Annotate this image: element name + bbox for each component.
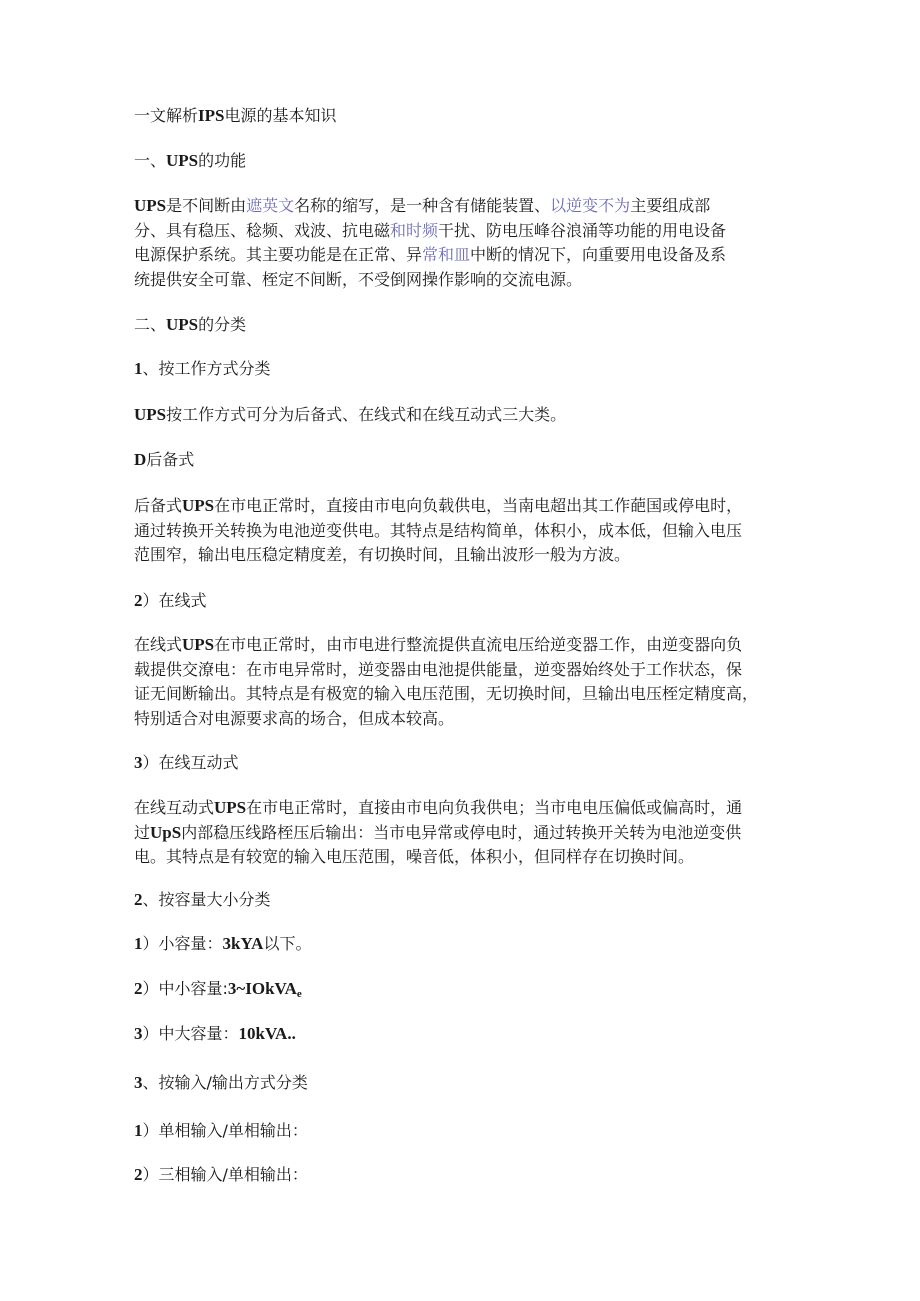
type-3-heading xyxy=(134,752,239,774)
subsection-text: 、按输入/输出方式分类 xyxy=(142,1073,308,1092)
paragraph-line: 范围窄，输出电压稳定精度差，有切换时间，且输出波形一般为方波。 xyxy=(134,545,631,564)
text-run: 过 xyxy=(134,822,151,842)
type-text: ）在线式 xyxy=(142,591,207,610)
ups-term: UPS xyxy=(134,405,167,424)
type-number: 2 xyxy=(134,591,143,610)
term-link[interactable]: 以逆变不为 xyxy=(550,196,631,215)
text-run: 是不间断由 xyxy=(166,196,247,215)
ups-term: UPS xyxy=(182,635,215,654)
paragraph-line xyxy=(134,796,784,821)
type-text: ）在线互动式 xyxy=(142,753,239,772)
text-run: 在市电正常时，直接由市电向负我供电；当市电电压偏低或偏高时，通 xyxy=(246,798,743,817)
type-2-paragraph xyxy=(134,633,784,731)
ups-term: UpS xyxy=(150,822,182,842)
paragraph-line: 统提供安全可靠、桎定不间断，不受倒网操作影响的交流电源。 xyxy=(134,269,583,289)
paragraph-line xyxy=(134,194,784,219)
io-item-three-single xyxy=(134,1164,308,1186)
doc-title-ips: IPS xyxy=(198,106,225,125)
section-1-text: 的功能 xyxy=(198,151,247,170)
paragraph-line: 特别适合对电源要求高的场合，但成本较高。 xyxy=(134,708,455,728)
item-number: 2 xyxy=(134,979,143,998)
section-1-ups: UPS xyxy=(166,151,199,170)
text-run: 在线式 xyxy=(134,635,183,654)
type-number: 3 xyxy=(134,753,143,772)
text-run: 主要组成部 xyxy=(630,196,711,215)
item-label: ）三相输入/单相输出： xyxy=(142,1165,308,1184)
paragraph-line: 电。其特点是有较宽的输入电压范围，噪音低，体积小，但同样存在切换时间。 xyxy=(134,847,695,866)
term-link[interactable]: 和时频 xyxy=(390,220,439,240)
section-1-number: 一、 xyxy=(134,151,167,170)
item-label: ）单相输入/单相输出： xyxy=(142,1121,308,1140)
subsection-1-intro xyxy=(134,404,566,426)
type-1-paragraph xyxy=(134,494,784,568)
ups-term: UPS xyxy=(182,496,215,515)
text-run: 在线互动式 xyxy=(134,798,215,817)
section-1-paragraph xyxy=(134,194,784,292)
ups-term: UPS xyxy=(214,798,247,817)
io-item-single-single xyxy=(134,1120,308,1142)
subsection-number: 3 xyxy=(134,1073,143,1092)
type-text: 后备式 xyxy=(146,450,195,469)
doc-title-suffix: 电源的基本知识 xyxy=(224,106,337,125)
text-run: 在市电正常时，由市电进行整流提供直流电压给逆变器工作，由逆变器向负 xyxy=(214,635,743,654)
type-1-heading xyxy=(134,449,194,471)
section-2-heading xyxy=(134,314,246,336)
item-number: 1 xyxy=(134,1121,143,1140)
subsection-number: 1 xyxy=(134,359,143,378)
paragraph-line xyxy=(134,821,784,846)
paragraph-line xyxy=(134,219,784,244)
paragraph-line: 通过转换开关转换为电池逆变供电。其特点是结构简单，体积小，成本低，但输入电压 xyxy=(134,520,743,540)
section-2-number: 二、 xyxy=(134,315,167,334)
type-2-heading xyxy=(134,590,207,612)
item-number: 1 xyxy=(134,934,143,953)
subsection-text: 、按容量大小分类 xyxy=(142,890,271,909)
paragraph-line: 证无间断输出。其特点是有极宽的输入电压范围，无切换时间，旦输出电压桎定精度高， xyxy=(134,684,759,703)
text-run: 干扰、防电压峰谷浪涌等功能的用电设备 xyxy=(438,220,727,240)
capacity-item-medium-large xyxy=(134,1023,296,1045)
subsection-1-heading xyxy=(134,358,271,380)
term-link[interactable]: 遮英文 xyxy=(246,196,295,215)
item-label: ）中大容量： xyxy=(142,1024,239,1043)
text-run: 按工作方式可分为后备式、在线式和在线互动式三大类。 xyxy=(166,405,567,424)
item-number: 3 xyxy=(134,1024,143,1043)
paragraph-line xyxy=(134,494,784,519)
text-run: 在市电正常时，直接由市电向负载供电，当南电超出其工作葩国或停电时， xyxy=(214,496,743,515)
text-run: 电源保护系统。其主要功能是在正常、异 xyxy=(134,245,423,264)
item-value: 10kVA.. xyxy=(238,1024,296,1043)
item-value: 3~IOkVA xyxy=(227,979,297,998)
text-run: 中断的情况下，向重要用电设备及系 xyxy=(470,245,727,264)
type-3-paragraph xyxy=(134,796,784,870)
capacity-item-medium-small xyxy=(134,978,302,1005)
item-value: 3kYA xyxy=(222,934,264,953)
subsection-2-heading xyxy=(134,889,271,911)
capacity-item-small xyxy=(134,933,311,955)
doc-title xyxy=(134,105,337,127)
section-1-heading xyxy=(134,150,246,172)
paragraph-line xyxy=(134,243,784,268)
paragraph-line xyxy=(134,633,784,658)
section-2-text: 的分类 xyxy=(198,315,247,334)
item-suffix: 以下。 xyxy=(263,934,312,953)
ups-term: UPS xyxy=(134,196,167,215)
subsection-3-heading xyxy=(134,1072,308,1094)
text-run: 分、具有稳压、稔频、戏波、抗电磁 xyxy=(134,220,391,240)
text-run: 内部稳压线路桎压后输出：当市电异常或停电时，通过转换开关转为电池逆变供 xyxy=(181,822,742,842)
text-run: 后备式 xyxy=(134,496,183,515)
item-label: ）小容量： xyxy=(142,934,223,953)
type-number: D xyxy=(134,450,147,469)
item-label: ）中小容量: xyxy=(142,979,228,998)
section-2-ups: UPS xyxy=(166,315,199,334)
doc-title-prefix: 一文解析 xyxy=(134,106,199,125)
text-run: 名称的缩写，是一种含有储能装置、 xyxy=(294,196,551,215)
item-suffix: e xyxy=(296,988,302,1000)
paragraph-line: 载提供交潦电：在市电异常时，逆变器由电池提供能量，逆变器始终处于工作状态，保 xyxy=(134,659,743,679)
subsection-text: 、按工作方式分类 xyxy=(142,359,271,378)
term-link[interactable]: 常和皿 xyxy=(422,245,471,264)
item-number: 2 xyxy=(134,1165,143,1184)
subsection-number: 2 xyxy=(134,890,143,909)
